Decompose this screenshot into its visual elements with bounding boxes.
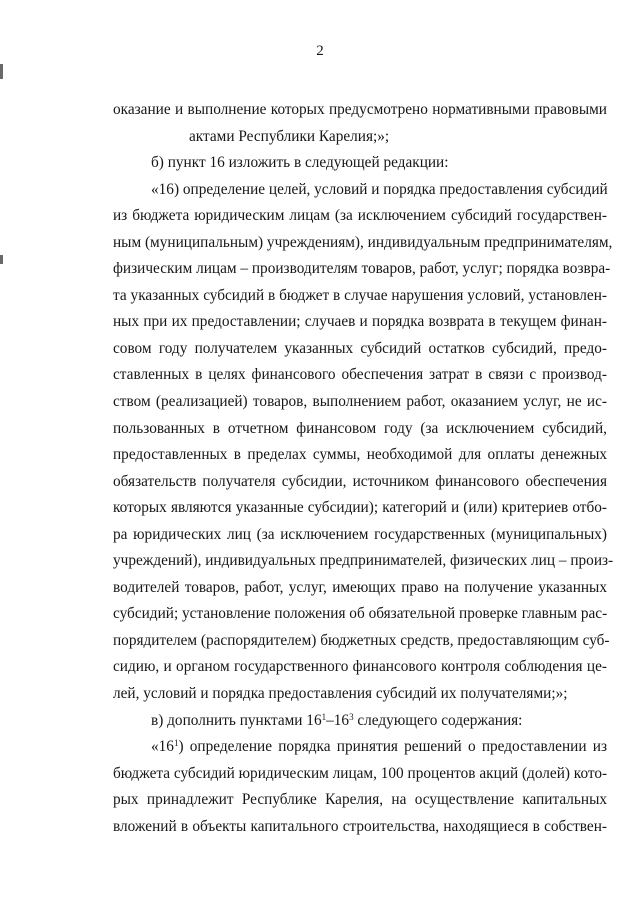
text-line-item-16-1: «$16^1$) определение порядка принятия решений о предоставлении из [151,738,607,756]
text-line: предоставленных в пределах суммы, необходимой для оплаты денежных [113,446,607,464]
document-body [113,97,614,840]
text-line: ным (муниципальным) учреждениям), индивидуальным предпринимателям, [113,233,613,251]
text-line: ных при их предоставлении; случаев и порядка возврата в текущем финан- [113,313,607,331]
text-line-item-v: в) дополнить пунктами $16^1-16^3$ следующего содержания: [151,711,523,729]
text-line: та указанных субсидий в бюджет в случае нарушения условий, установлен- [113,286,607,304]
text-line: лей, условий и порядка предоставления субсидий их получателями;»; [113,685,568,703]
scan-edge-mark [0,255,3,264]
text-line: учреждений), индивидуальных предпринимателей, физических лиц – произ- [113,552,614,570]
page-number: 2 [316,43,324,59]
text-line: ра юридических лиц (за исключением государственных (муниципальных) [113,525,607,543]
text-line: физическим лицам – производителям товаров, работ, услуг; порядка возвра- [113,260,611,278]
scan-edge-mark [0,64,3,79]
text-line: ством (реализацией) товаров, выполнением работ, оказанием услуг, не ис- [113,393,607,411]
text-line: совом году получателем указанных субсидий остатков субсидий, предо- [113,339,607,357]
text-line: ставленных в целях финансового обеспечения затрат в связи с производ- [113,366,607,384]
text-line: вложений в объекты капитального строительства, находящиеся в собствен- [113,817,607,835]
text-line: рых принадлежит Республике Карелия, на осуществление капитальных [113,791,607,809]
text-line: обязательств получателя субсидии, источником финансового обеспечения [113,472,607,490]
text-line: актами Республики Карелия;»; [189,127,390,145]
text-line: «16) определение целей, условий и порядка предоставления субсидий [151,180,608,198]
text-line: пользованных в отчетном финансовом году (за исключением субсидий, [113,419,607,437]
text-line: которых являются указанные субсидии); категорий и (или) критериев отбо- [113,499,607,517]
text-line: водителей товаров, работ, услуг, имеющих право на получение указанных [113,578,607,596]
text-line: субсидий; установление положения об обязательной проверке главным рас- [113,605,608,623]
text-line: порядителем (распорядителем) бюджетных средств, предоставляющим суб- [113,631,610,649]
text-line: бюджета субсидий юридическим лицам, 100 процентов акций (долей) кото- [113,764,608,782]
text-line: б) пункт 16 изложить в следующей редакции: [151,154,449,172]
text-line: из бюджета юридическим лицам (за исключением субсидий государствен- [113,207,607,225]
text-line: оказание и выполнение которых предусмотрено нормативными правовыми [113,101,607,118]
text-line: сидию, и органом государственного финансового контроля соблюдения це- [113,658,607,676]
